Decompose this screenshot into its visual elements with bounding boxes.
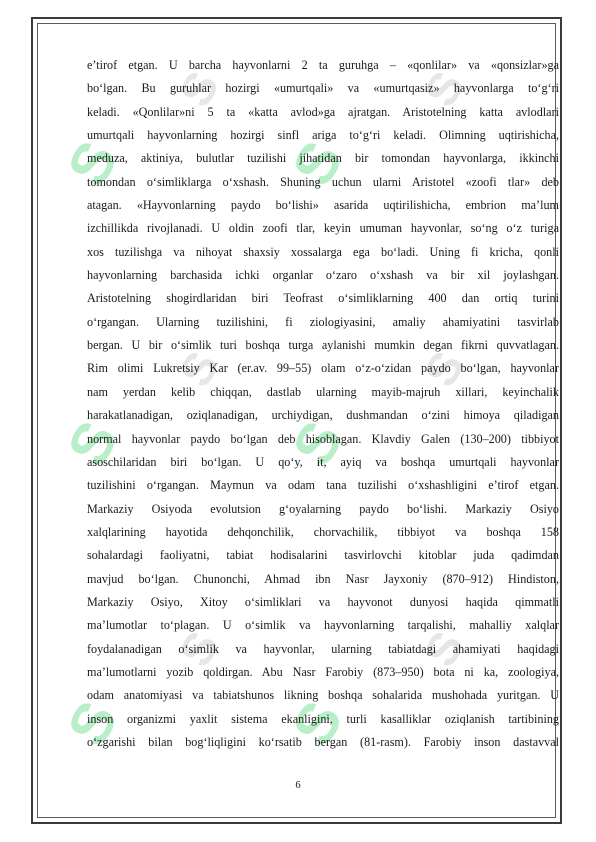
text-line: atagan. «Hayvonlarning paydo bo‘lishi» asarida uqtirilishicha, embrion ma’lum xyxy=(87,198,559,213)
text-line: Rim olimi Lukretsiy Kar (er.av. 99–55) olam o‘z-o‘zidan paydo bo‘lgan, hayvonlar xyxy=(87,361,559,376)
text-line: e’tirof etgan. U barcha hayvonlarni 2 ta guruhga – «qonlilar» va «qonsizlar»ga xyxy=(87,58,559,72)
watermark-letter: S xyxy=(279,410,356,477)
text-line: normal hayvonlar paydo bo‘lgan deb hisoblagan. Klavdiy Galen (130–200) tibbiyot xyxy=(87,431,559,446)
watermark-letter: S xyxy=(54,690,131,757)
watermark-letter: S xyxy=(168,62,230,115)
text-line: nam yerdan kelib chiqqan, dastlab ularning mayib-majruh xillari, keyinchalik xyxy=(87,384,559,399)
watermark-letter: S xyxy=(168,622,230,675)
text-line: ma’lumotlarni yozib qoldirgan. Abu Nasr Farobiy (873–950) bota ni ka, zoologiya, xyxy=(87,664,559,679)
text-line: Markaziy Osiyoda evolutsion g‘oyalarning paydo bo‘lishi. Markaziy Osiyo xyxy=(87,501,559,516)
text-line: hayvonlarning barchasida ichki organlar o‘zaro o‘xshash va bir xil joylashgan. xyxy=(87,268,559,283)
text-line: foydalanadigan o‘simlik va hayvonlar, ularning tabiatdagi ahamiyati haqidagi xyxy=(87,641,559,656)
page-number: 6 xyxy=(295,780,301,791)
watermark-letter: S xyxy=(168,342,230,395)
watermark-letter: S xyxy=(54,410,131,477)
text-line: xalqlarining hayotida dehqonchilik, chorvachilik, tibbiyot va boshqa 158 xyxy=(87,524,559,539)
text-line: inson organizmi yaxlit sistema ekanligini, turli kasalliklar oziqlanish tartibining xyxy=(87,711,559,726)
watermark-letter: S xyxy=(413,62,475,115)
watermark-letter: S xyxy=(413,622,475,675)
text-line: mavjud bo‘lgan. Chunonchi, Ahmad ibn Nasr Jayxoniy (870–912) Hindiston, xyxy=(87,571,559,586)
text-line: asoschilaridan biri bo‘lgan. U qo‘y, it, ayiq va boshqa umurtqali hayvonlar xyxy=(87,454,559,469)
text-line: Aristotelning shogirdlaridan biri Teofrast o‘simliklarning 400 dan ortiq turini xyxy=(87,291,559,306)
text-line: tuzilishini o‘rgangan. Maymun va odam tana tuzilishi o‘xshashligini e’tirof etgan. xyxy=(87,478,559,493)
text-line: harakatlanadigan, oziqlanadigan, urchiydigan, dushmandan o‘zini himoya qiladigan xyxy=(87,408,559,423)
text-line: bo‘lgan. Bu guruhlar hozirgi «umurtqali» va «umurtqasiz» hayvonlarga to‘g‘ri xyxy=(87,81,559,96)
text-line: izchillikda rivojlanadi. U oldin zoofi tlar, keyin umuman hayvonlar, so‘ng o‘z turiga xyxy=(87,221,559,236)
text-line: sohalardagi faoliyatni, tabiat hodisalarini tasvirlovchi kitoblar juda qadimdan xyxy=(87,548,559,563)
watermark-letter: S xyxy=(279,130,356,197)
text-line: Markaziy Osiyo, Xitoy o‘simliklari va hayvonot dunyosi haqida qimmatli xyxy=(87,594,559,609)
text-line: meduza, aktiniya, bulutlar tuzilishi jihatidan bir tomondan hayvonlarga, ikkinchi xyxy=(87,151,559,166)
text-line: tomondan o‘simliklarga o‘xshash. Shuning uchun ularni Aristotel «zoofi tlar» deb xyxy=(87,174,559,189)
text-line: xos tuzilishga va nihoyat shaxsiy xossalarga ega bo‘ladi. Uning fi kricha, qonli xyxy=(87,244,559,259)
watermark-letter: S xyxy=(279,690,356,757)
text-line: bergan. U bir o‘simlik turi boshqa turga aylanishi mumkin degan fikrni quvvatlagan. xyxy=(87,338,559,353)
text-line: ma’lumotlar to‘plagan. U o‘simlik va hayvonlarning tarqalishi, mahalliy xalqlar xyxy=(87,618,559,633)
text-line: umurtqali hayvonlarning hozirgi sinfl ariga to‘g‘ri keladi. Olimning uqtirishicha, xyxy=(87,128,559,143)
text-line: o‘rgangan. Ularning tuzilishini, fi ziologiyasini, amaliy ahamiyatini tasvirlab xyxy=(87,314,559,329)
text-line: o‘zgarishi bilan bog‘liqligini ko‘rsatib bergan (81-rasm). Farobiy inson dastavval xyxy=(87,734,559,749)
watermark-letter: S xyxy=(413,342,475,395)
text-line: keladi. «Qonlilar»ni 5 ta «katta avlod»ga ajratgan. Aristotelning katta avlodlari xyxy=(87,104,559,119)
body-text xyxy=(87,54,559,757)
text-line: odam anatomiyasi va tabiatshunos likning boshqa sohalarida mushohada yuritgan. U xyxy=(87,688,559,703)
watermark-letter: S xyxy=(54,130,131,197)
